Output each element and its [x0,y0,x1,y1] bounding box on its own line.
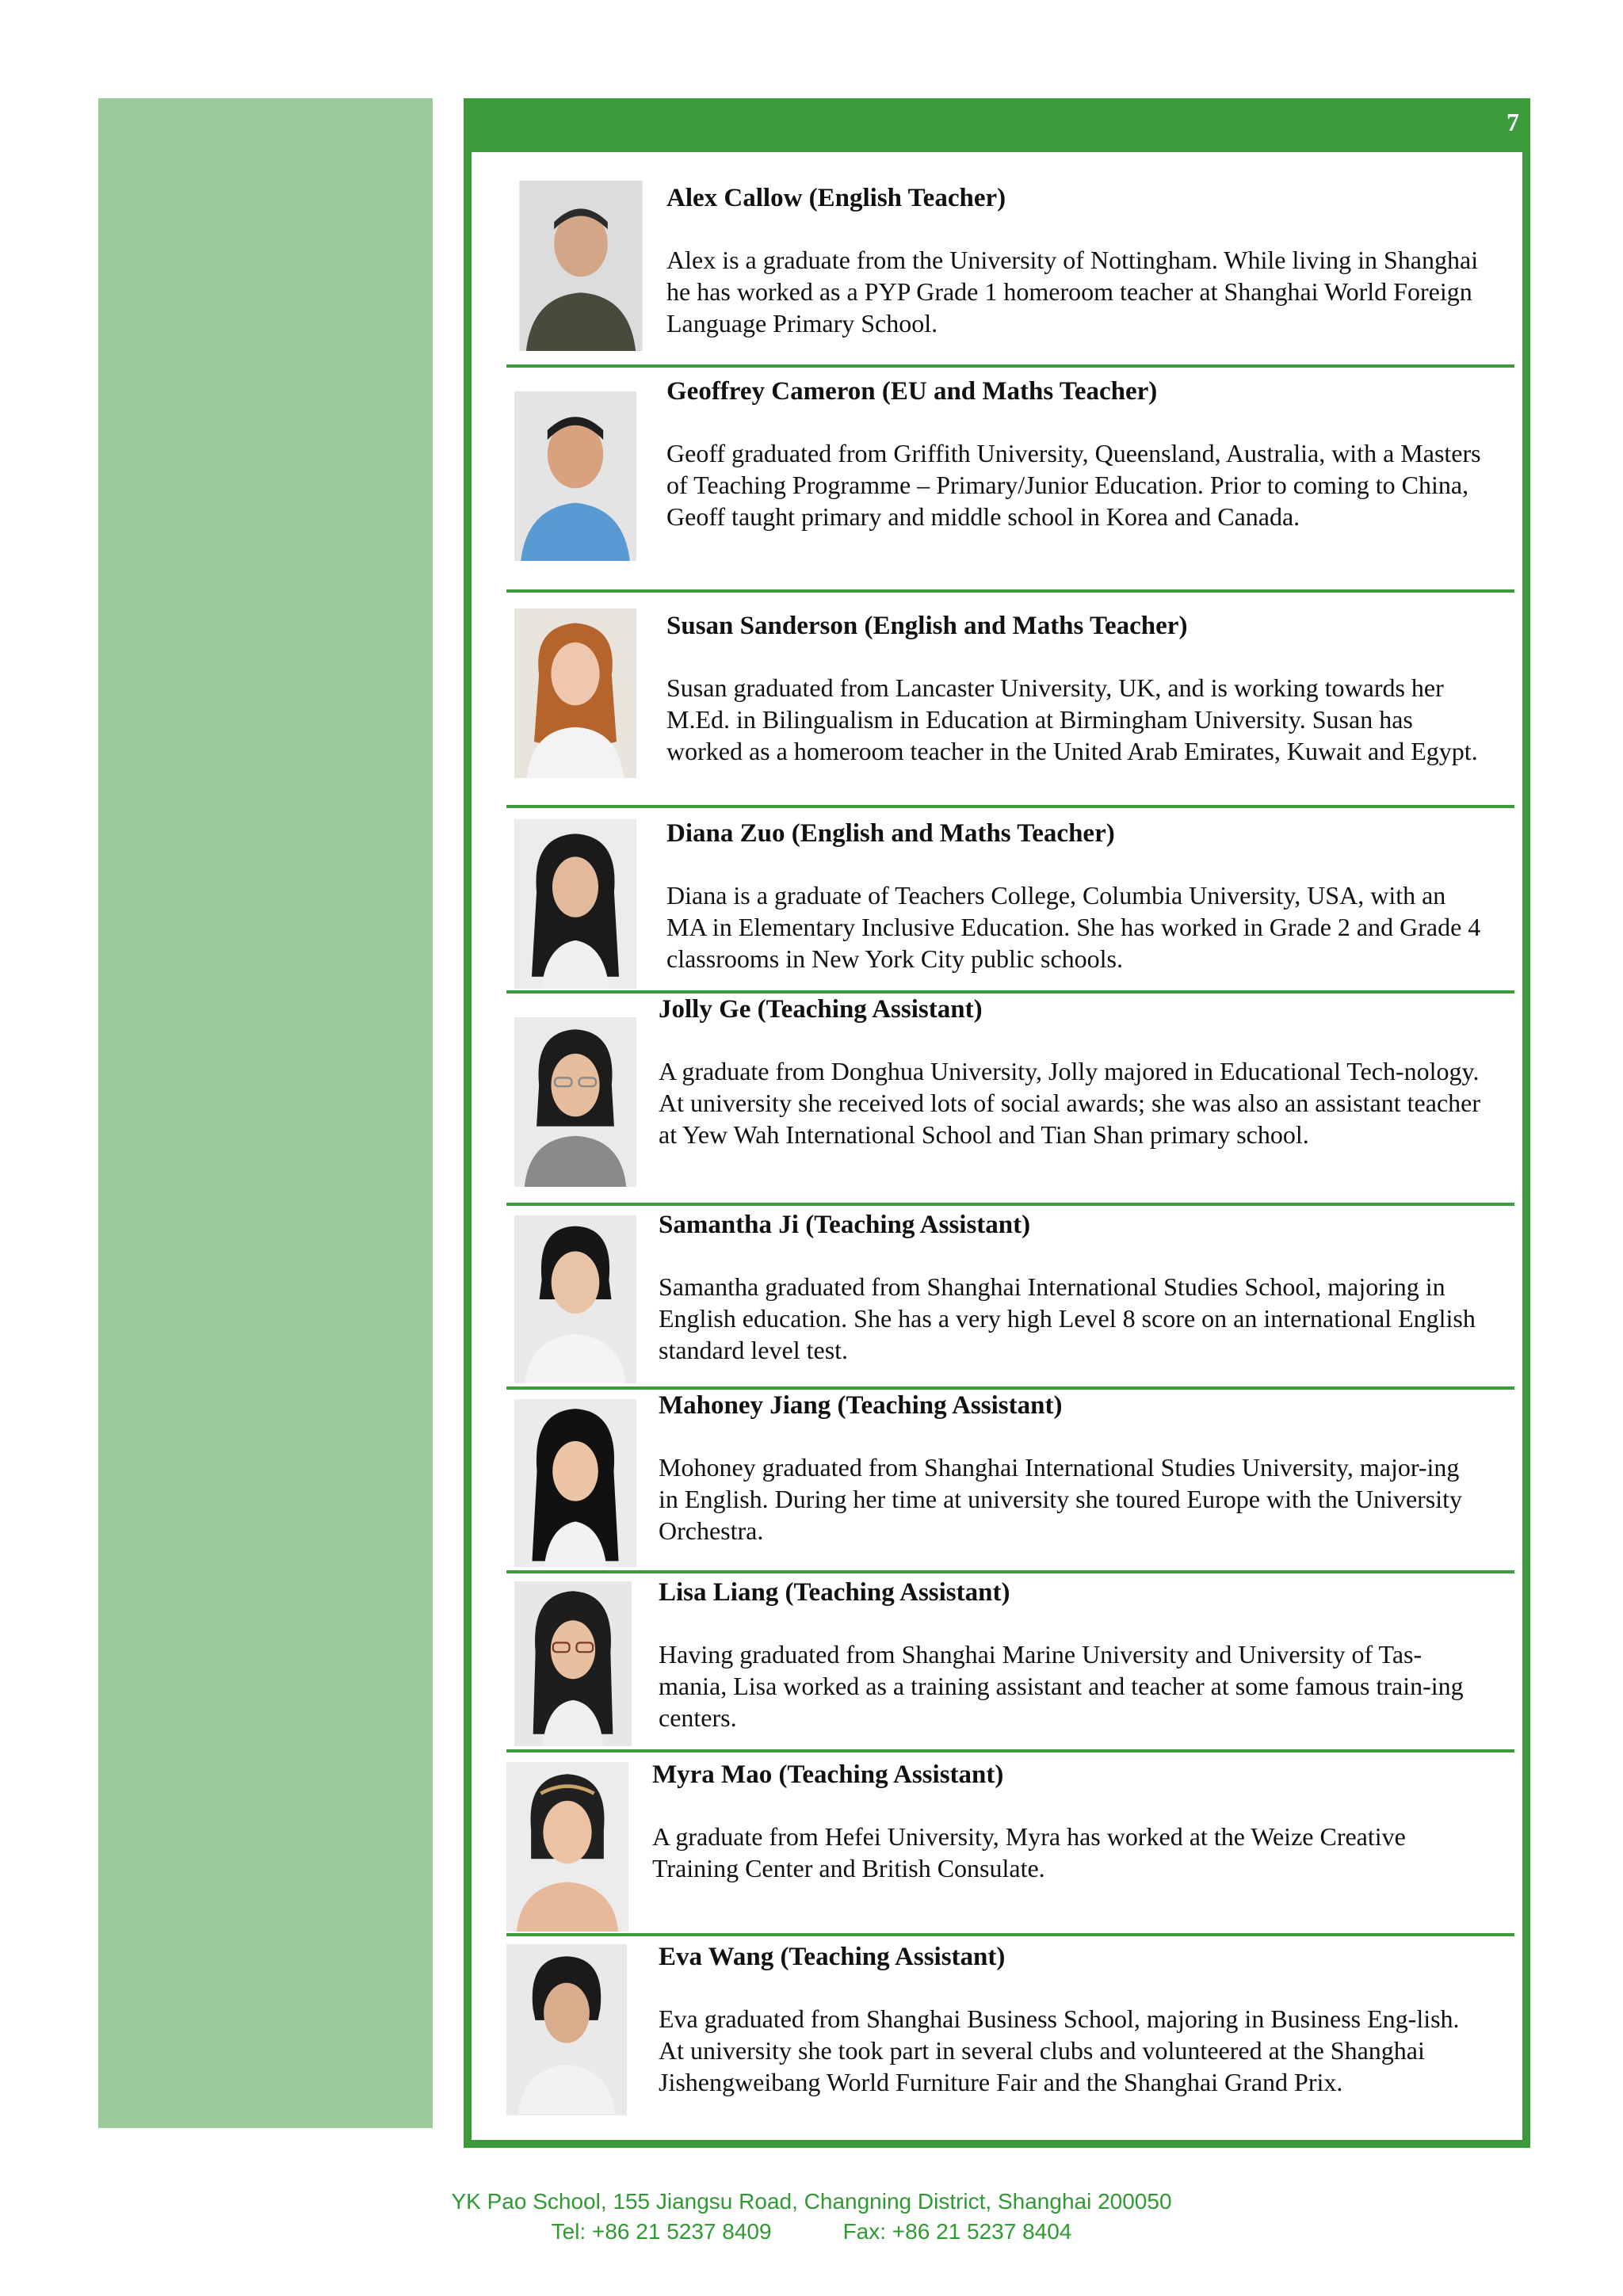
staff-name: Lisa Liang (Teaching Assistant) [659,1578,1010,1607]
sidebar-panel [98,98,433,2128]
staff-bio: A graduate from Hefei University, Myra has worked at the Weize Creative Training Center and British Consulate. [652,1822,1406,1882]
staff-photo [514,819,636,989]
footer [0,2187,1623,2247]
portrait-photo-icon [514,391,636,561]
staff-name: Mahoney Jiang (Teaching Assistant) [659,1391,1063,1420]
footer-tel: Tel: +86 21 5237 8409 [551,2219,772,2244]
footer-fax: Fax: +86 21 5237 8404 [842,2219,1072,2244]
staff-photo [514,1017,636,1187]
staff-photo [514,1399,636,1567]
staff-bio: A graduate from Donghua University, Jolly majored in Educational Tech-nology. At university she received lots of social awards; she was also an assistant teacher at Yew Wah International School and Tian Shan primary school. [659,1057,1481,1149]
staff-bio: Geoff graduated from Griffith University, Queensland, Australia, with a Masters of Teaching Programme – Primary/Junior Education. Prior to coming to China, Geoff taught primary and middle school in Korea and Canada. [666,439,1481,531]
staff-photo [519,181,643,351]
portrait-photo-icon [519,181,643,351]
staff-entry-mahoney-jiang [506,1390,1514,1573]
portrait-photo-icon [514,1215,636,1383]
staff-bio: Alex is a graduate from the University of Nottingham. While living in Shanghai he has worked as a PYP Grade 1 homeroom teacher at Shanghai World Foreign Language Primary School. [666,246,1479,338]
footer-address: YK Pao School, 155 Jiangsu Road, Changning District, Shanghai 200050 [451,2189,1172,2214]
page-number: 7 [1507,108,1519,136]
portrait-photo-icon [514,608,636,778]
portrait-photo-icon [514,1581,632,1746]
portrait-photo-icon [506,1762,628,1932]
staff-name: Diana Zuo (English and Maths Teacher) [666,819,1115,848]
portrait-photo-icon [506,1944,627,2115]
staff-entry-diana-zuo [506,808,1514,994]
staff-photo [514,1581,632,1746]
staff-entry-jolly-ge [506,994,1514,1206]
portrait-photo-icon [514,1017,636,1187]
staff-photo [506,1762,628,1932]
staff-name: Myra Mao (Teaching Assistant) [652,1760,1004,1789]
staff-entry-myra-mao [506,1753,1514,1936]
footer-contact [552,2217,1072,2247]
staff-name: Eva Wang (Teaching Assistant) [659,1943,1006,1971]
portrait-photo-icon [514,819,636,989]
staff-entry-susan-sanderson [506,593,1514,808]
staff-bio: Having graduated from Shanghai Marine University and University of Tas-mania, Lisa worked as a training assistant and teacher at some famous train-ing centers. [659,1640,1464,1732]
staff-entry-lisa-liang [506,1573,1514,1753]
staff-name: Susan Sanderson (English and Maths Teacher) [666,612,1188,640]
staff-name: Jolly Ge (Teaching Assistant) [659,995,983,1024]
staff-photo [514,1215,636,1383]
staff-photo [506,1944,627,2115]
staff-photo [514,391,636,561]
staff-bio: Eva graduated from Shanghai Business School, majoring in Business Eng-lish. At university she took part in several clubs and volunteered at the Shanghai Jishengweibang World Furniture Fair and the Shanghai Grand Prix. [659,2004,1460,2096]
staff-entry-geoffrey-cameron [506,368,1514,593]
staff-entry-samantha-ji [506,1206,1514,1390]
staff-bio: Diana is a graduate of Teachers College, Columbia University, USA, with an MA in Elementary Inclusive Education. She has worked in Grade 2 and Grade 4 classrooms in New York City public schools. [666,881,1481,973]
staff-bio: Samantha graduated from Shanghai International Studies School, majoring in English education. She has a very high Level 8 score on an international English standard level test. [659,1272,1476,1364]
staff-name: Alex Callow (English Teacher) [666,184,1006,212]
staff-bio: Susan graduated from Lancaster University, UK, and is working towards her M.Ed. in Bilingualism in Education at Birmingham University. Susan has worked as a homeroom teacher in the United Arab Emirates, Kuwait and Egypt. [666,673,1478,765]
staff-photo [514,608,636,778]
staff-name: Samantha Ji (Teaching Assistant) [659,1211,1031,1239]
staff-frame [464,98,1530,2148]
portrait-photo-icon [514,1399,636,1567]
staff-bio: Mohoney graduated from Shanghai International Studies University, major-ing in English. During her time at university she toured Europe with the University Orchestra. [659,1453,1463,1545]
staff-entry-eva-wang [506,1936,1514,2138]
frame-header [464,98,1530,152]
staff-entry-alex-callow [506,173,1514,368]
staff-name: Geoffrey Cameron (EU and Maths Teacher) [666,377,1158,406]
